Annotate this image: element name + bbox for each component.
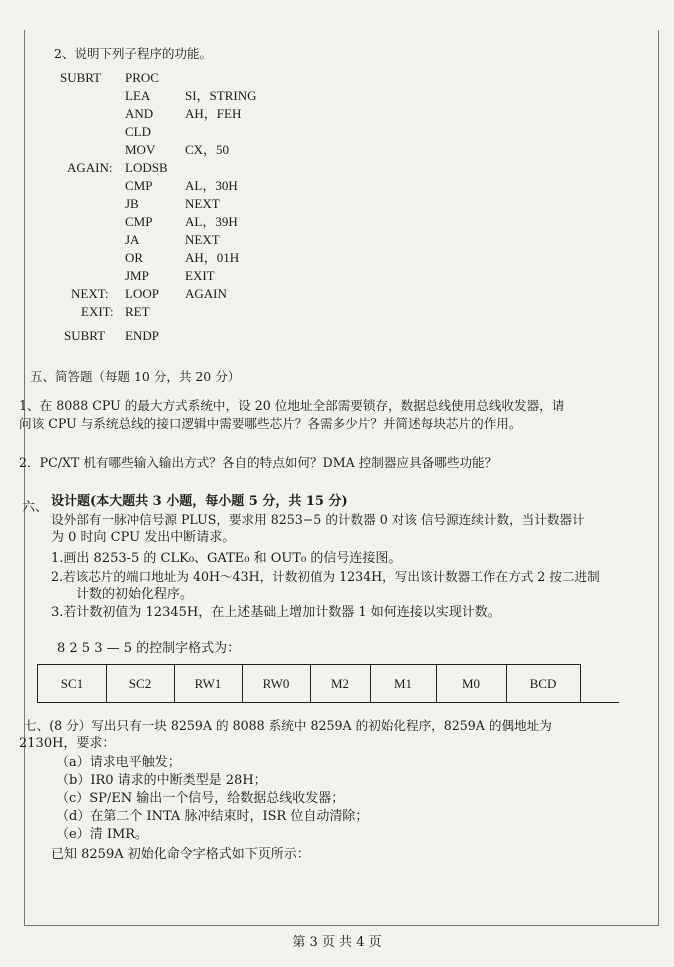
section-7-line1: 七、(8 分）写出只有一块 8259A 的 8088 系统中 8259A 的初始化程序，8259A 的偶地址为 [24, 718, 552, 733]
control-word-cell: M0 [436, 665, 507, 703]
section-6-item3: 3.若计数初值为 12345H，在上述基础上增加计数器 1 如何连接以实现计数。 [51, 605, 501, 620]
section-6-item2-line2: 计数的初始化程序。 [76, 587, 194, 602]
control-word-cell: M1 [370, 665, 437, 703]
section-6-item1: 1.画出 8253-5 的 CLK₀、GATE₀ 和 OUT₀ 的信号连接图。 [51, 551, 402, 566]
code-arg: SI，STRING [185, 88, 257, 103]
code-op: JMP [125, 268, 149, 283]
control-word-table [37, 664, 581, 703]
code-arg: AL，39H [185, 214, 238, 229]
code-op: AND [125, 106, 154, 121]
code-op: MOV [125, 142, 156, 157]
section-7-item: （d）在第二个 INTA 脉冲结束时，ISR 位自动清除； [56, 809, 369, 824]
table-bottom-rule [37, 702, 619, 703]
code-op: ENDP [125, 328, 159, 343]
control-word-cell: SC2 [106, 665, 175, 703]
control-word-title: 8 2 5 3 — 5 的控制字格式为： [57, 641, 241, 656]
code-arg: AH，01H [185, 250, 240, 265]
code-op: LOOP [125, 286, 159, 301]
code-label: SUBRT [64, 328, 106, 343]
code-arg: AL，30H [185, 178, 238, 193]
code-arg: AH，FEH [185, 106, 242, 121]
section-7-item: （b）IR0 请求的中断类型是 28H； [56, 773, 267, 788]
control-word-cell: M2 [310, 665, 371, 703]
section-7-note: 已知 8259A 初始化命令字格式如下页所示： [51, 847, 310, 862]
code-op: PROC [125, 70, 159, 85]
code-arg: NEXT [185, 196, 220, 211]
page-footer: 第 3 页 共 4 页 [292, 935, 382, 950]
code-label: AGAIN: [67, 160, 113, 175]
control-word-cell: RW1 [174, 665, 243, 703]
code-arg: CX，50 [185, 142, 230, 157]
section-5-q1-line2: 问该 CPU 与系统总线的接口逻辑中需要哪些芯片？各需多少片？并简述每块芯片的作用。 [19, 416, 522, 431]
control-word-cell: BCD [529, 676, 557, 691]
section-6-intro-line2: 为 0 时向 CPU 发出中断请求。 [51, 530, 236, 545]
code-arg: AGAIN [185, 286, 227, 301]
section-7-item: （e）清 IMR。 [56, 827, 149, 842]
q2-title: 2、说明下列子程序的功能。 [54, 46, 212, 61]
code-op: CLD [125, 124, 151, 139]
section-7-item: （c）SP/EN 输出一个信号，给数据总线收发器； [56, 791, 345, 806]
code-op: RET [125, 304, 150, 319]
code-label: EXIT: [81, 304, 114, 319]
code-op: CMP [125, 214, 153, 229]
section-7-item: （a）请求电平触发； [56, 755, 181, 770]
code-label: NEXT: [71, 286, 109, 301]
section-6-intro-line1: 设外部有一脉冲信号源 PLUS，要求用 8253−5 的计数器 0 对该 信号源连续计数，当计数器计 [51, 512, 585, 527]
section-7-line2: 2130H，要求： [19, 736, 116, 751]
code-op: OR [125, 250, 144, 265]
section-5-title: 五、简答题（每题 10 分，共 20 分） [30, 369, 241, 384]
code-op: LODSB [125, 160, 168, 175]
code-label: SUBRT [60, 70, 102, 85]
code-op: LEA [125, 88, 151, 103]
code-op: JB [125, 196, 139, 211]
control-word-cell: RW0 [242, 665, 311, 703]
code-op: JA [125, 232, 140, 247]
section-6-title: 设计题(本大题共 3 小题，每小题 5 分，共 15 分) [51, 494, 348, 509]
code-arg: EXIT [185, 268, 215, 283]
section-5-q1-line1: 1、在 8088 CPU 的最大方式系统中，设 20 位地址全部需要锁存，数据总线使用总线收发器，请 [19, 398, 565, 413]
code-arg: NEXT [185, 232, 220, 247]
section-6-prefix: 六、 [22, 500, 49, 515]
section-6-item2-line1: 2.若该芯片的端口地址为 40H～43H，计数初值为 1234H，写出该计数器工作在方式 2 按二进制 [51, 569, 600, 584]
section-5-q2: 2．PC/XT 机有哪些输入输出方式？各自的特点如何？DMA 控制器应具备哪些功能？ [19, 455, 498, 470]
control-word-cell: SC1 [38, 665, 107, 703]
code-op: CMP [125, 178, 153, 193]
